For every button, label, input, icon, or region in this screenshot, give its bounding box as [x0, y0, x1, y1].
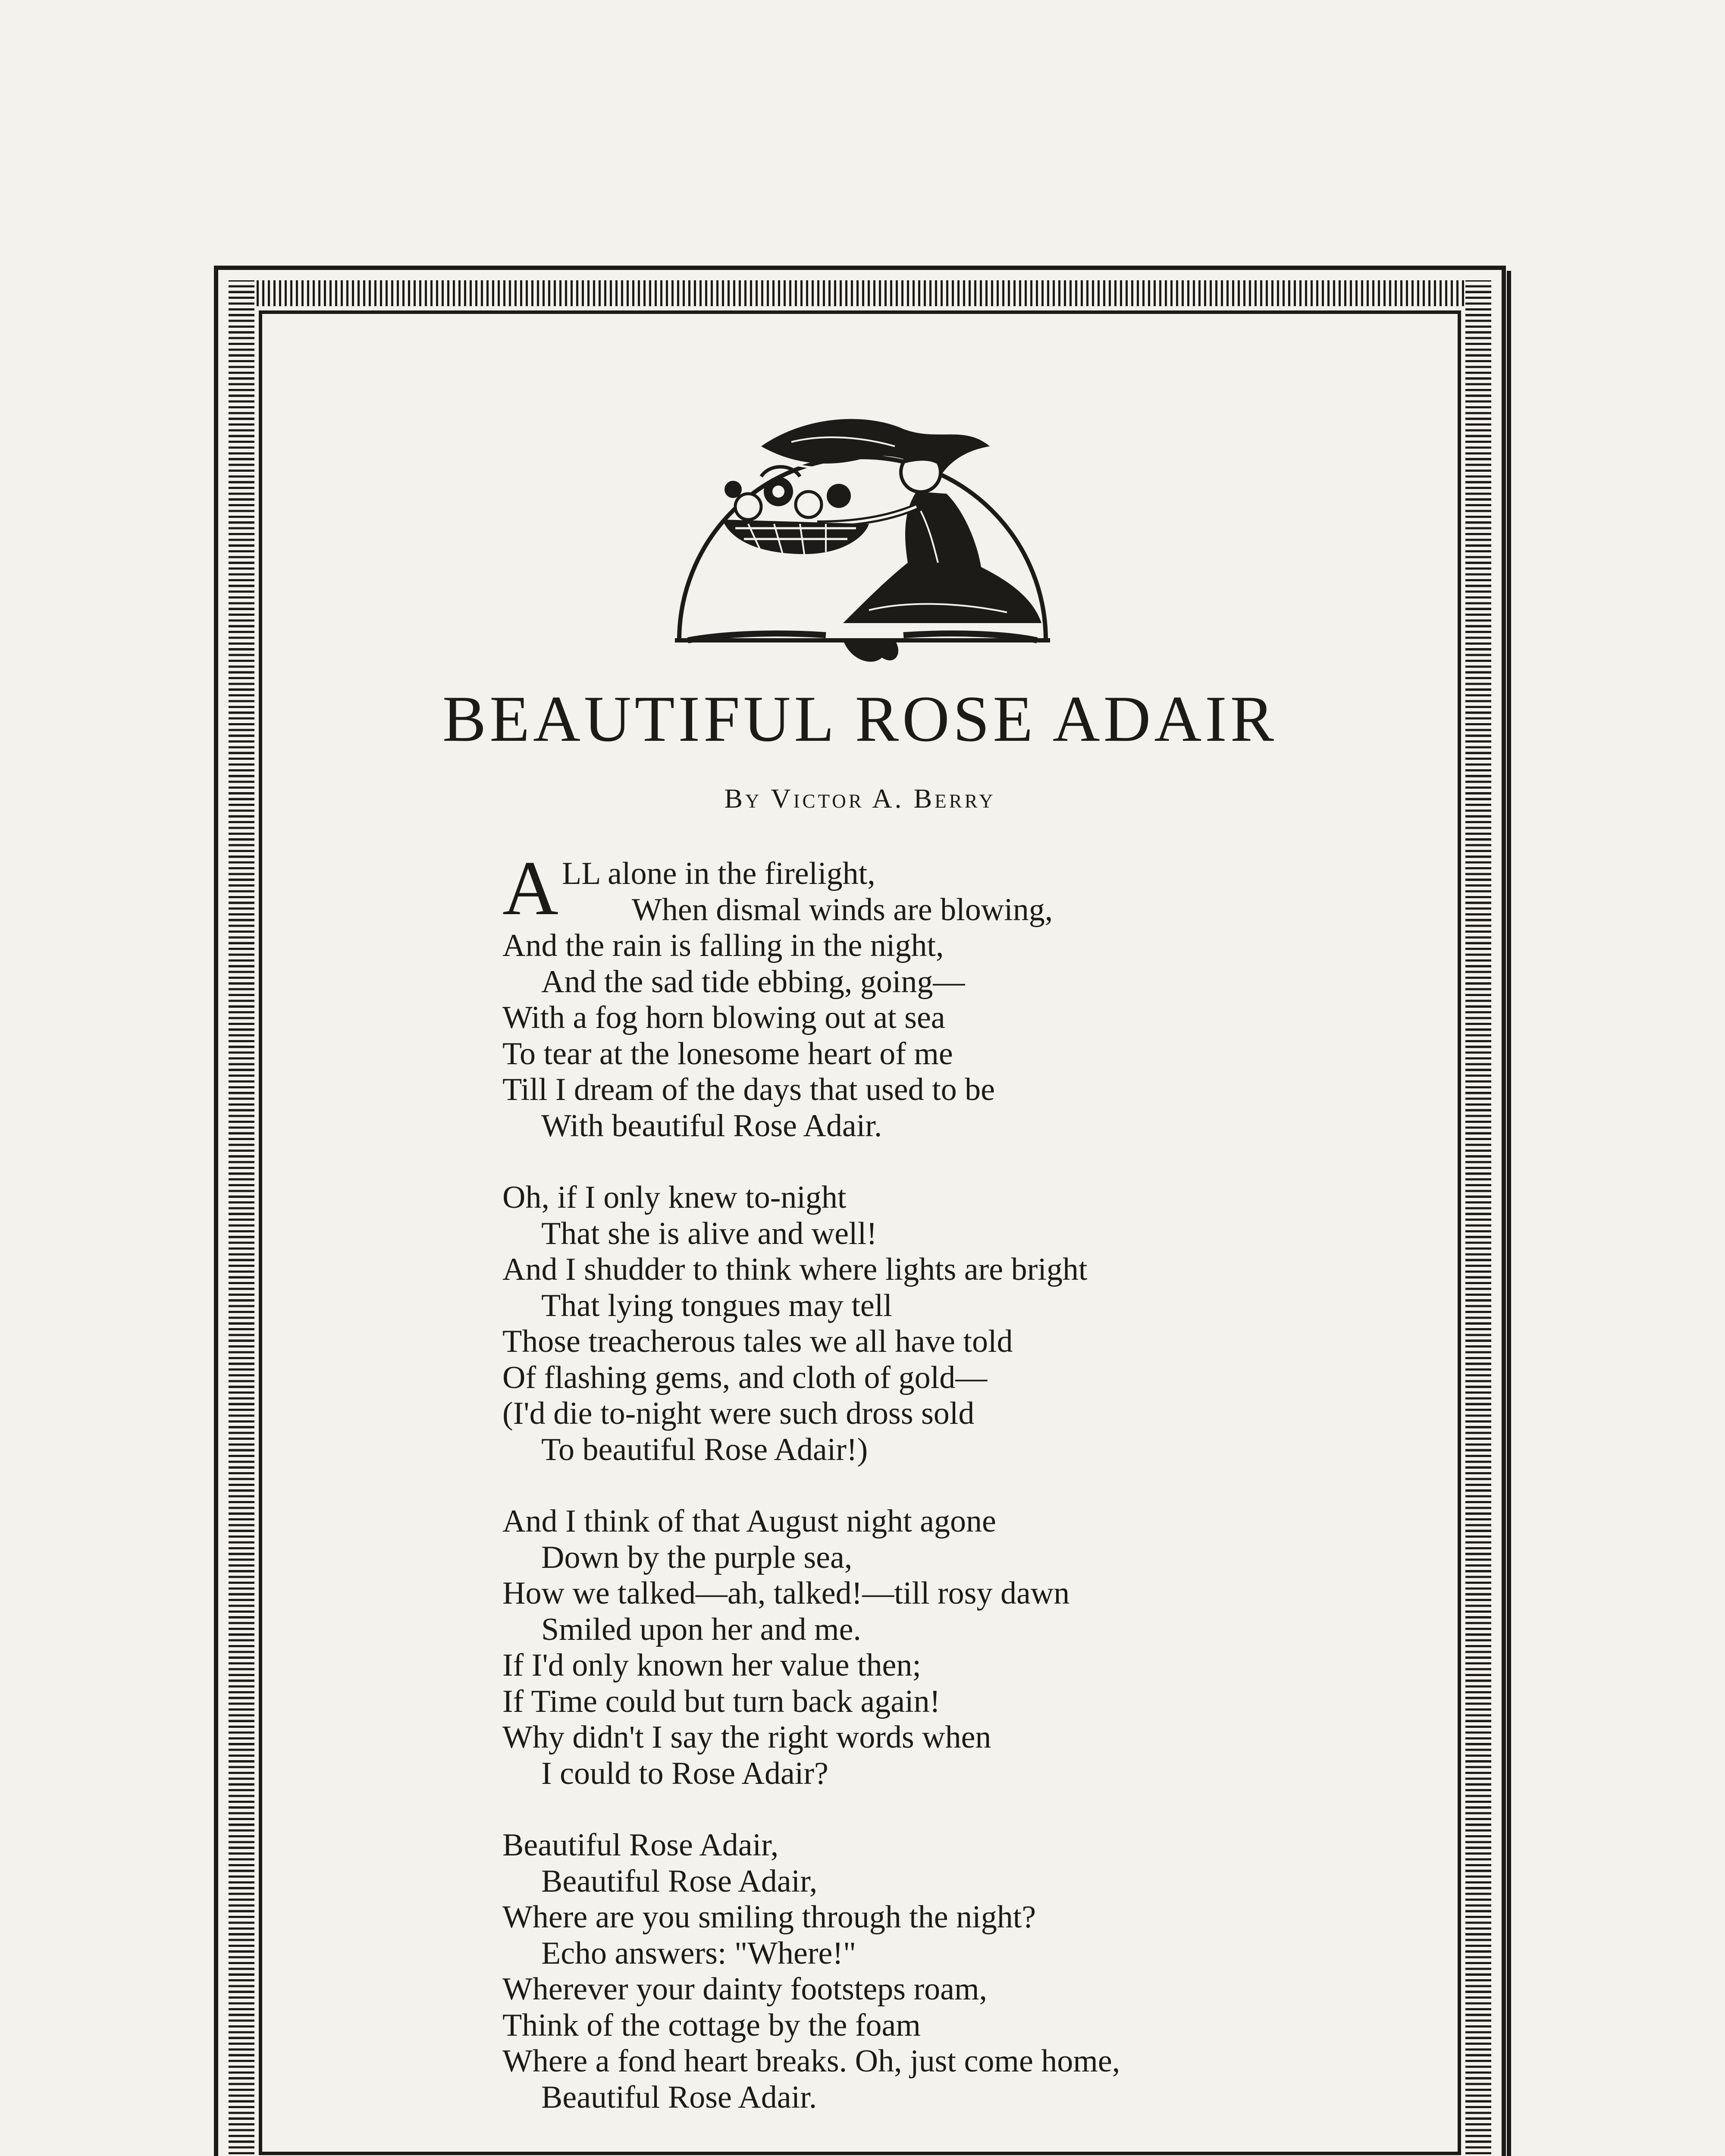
poem-line: I could to Rose Adair? [541, 1755, 828, 1791]
poem-line: Echo answers: "Where!" [541, 1935, 856, 1971]
poem-line: Beautiful Rose Adair. [541, 2079, 817, 2115]
poem-line: And the rain is falling in the night, [502, 928, 944, 963]
poem-line: Those treacherous tales we all have told [502, 1324, 1013, 1359]
poem-line: Why didn't I say the right words when [502, 1720, 991, 1755]
poem-title: BEAUTIFUL ROSE ADAIR [442, 683, 1278, 755]
poem-line-text: When dismal winds are blowing, [632, 892, 1053, 928]
byline: By Victor A. Berry [724, 783, 996, 814]
stanza-2 [502, 1180, 1365, 1468]
poem-line: And I think of that August night agone [502, 1504, 996, 1539]
poem-line: To beautiful Rose Adair!) [541, 1432, 868, 1467]
poem-body [502, 845, 1365, 2151]
poem-line: Where a fond heart breaks. Oh, just come home, [502, 2043, 1120, 2079]
poem-line: To tear at the lonesome heart of me [502, 1036, 953, 1072]
poem-line: If Time could but turn back again! [502, 1683, 941, 1719]
stanza-3 [502, 1504, 1365, 1792]
poem-line: That she is alive and well! [541, 1216, 877, 1251]
poem-line: That lying tongues may tell [541, 1288, 892, 1323]
stanza-1 [502, 845, 1365, 1144]
poem-line: Beautiful Rose Adair, [541, 1863, 818, 1899]
poem-line-text: LL alone in the firelight, [562, 856, 875, 891]
poem-line: Think of the cottage by the foam [502, 2007, 921, 2043]
stanza-4 [502, 1827, 1365, 2115]
poem-line: Smiled upon her and me. [541, 1611, 861, 1647]
poem-line: Oh, if I only knew to-night [502, 1180, 847, 1215]
poem-line: And the sad tide ebbing, going— [541, 964, 965, 1000]
poem-line: With beautiful Rose Adair. [541, 1108, 882, 1144]
poem-line: Wherever your dainty footsteps roam, [502, 1971, 988, 2007]
poem-line: If I'd only known her value then; [502, 1648, 921, 1683]
poem-line: Beautiful Rose Adair, [502, 1827, 779, 1863]
poem-line [502, 892, 1365, 928]
poem-line: With a fog horn blowing out at sea [502, 1000, 945, 1035]
drop-cap: A [502, 845, 558, 931]
poem-line: Down by the purple sea, [541, 1539, 853, 1575]
poem-line: And I shudder to think where lights are bright [502, 1252, 1088, 1287]
poem-line: Till I dream of the days that used to be [502, 1072, 995, 1107]
poem-line: (I'd die to-night were such dross sold [502, 1396, 975, 1431]
poem-line: Of flashing gems, and cloth of gold— [502, 1360, 988, 1395]
woman-with-flower-basket-icon [662, 399, 1063, 675]
poem-line: Where are you smiling through the night? [502, 1899, 1036, 1935]
poem-line: How we talked—ah, talked!—till rosy dawn [502, 1576, 1070, 1611]
